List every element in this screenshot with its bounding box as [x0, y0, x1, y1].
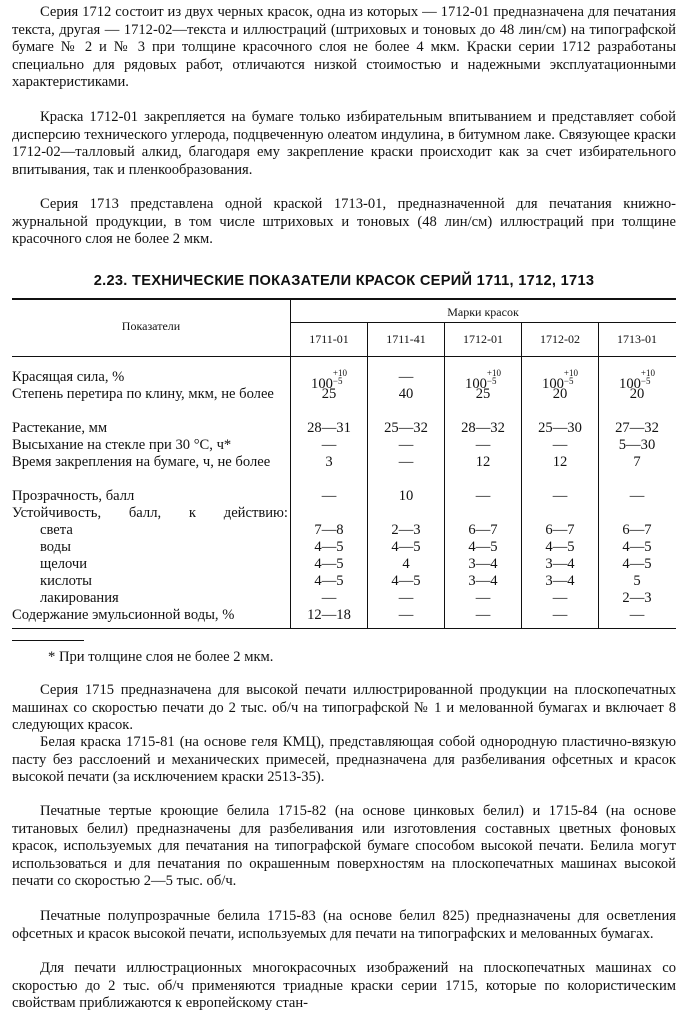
row-label: Степень перетира по клину, мкм, не более — [12, 386, 274, 402]
table-cell: 28—31 — [307, 420, 351, 436]
table-cell: 3—4 — [545, 556, 575, 572]
table-cell: — — [552, 437, 568, 453]
table-cell: 5—30 — [618, 437, 656, 453]
table-footnote: * При толщине слоя не более 2 мкм. — [48, 649, 274, 665]
table-cell: — — [321, 437, 337, 453]
row-label: Содержание эмульсионной воды, % — [12, 607, 235, 623]
table-cell: 12—18 — [307, 607, 351, 623]
table-cell: — — [552, 590, 568, 606]
paragraph-triad-inks: Для печати иллюстрационных многокрасочных изображений на плоскопечатных машинах со скоростью до 2 тыс. об/ч применяются триадные краски серии 1715, которые по колористическим свойствам приближаются к европейскому стан- — [12, 960, 676, 1011]
table-cell: 10 — [398, 488, 414, 504]
table-cell: 100+10 −5 — [542, 368, 578, 392]
table-cell: — — [398, 437, 414, 453]
table-cell: 2—3 — [391, 522, 421, 538]
column-code: 1712-02 — [540, 332, 580, 346]
table-cell: 25—30 — [538, 420, 582, 436]
table-cell: 20 — [629, 386, 645, 402]
table-cell: — — [475, 607, 491, 623]
table-cell: 3—4 — [468, 573, 498, 589]
row-label: Высыхание на стекле при 30 °С, ч* — [12, 437, 232, 453]
paragraph-white-ink-1715-81: Белая краска 1715-81 (на основе геля КМЦ), представляющая собой однородную пластично-вязкую пасту без расслоений и механических примесей, предназначена для разбеливания офсетных и красок высокой печати (за исключением краски 2513-35). — [12, 734, 676, 785]
table-cell: 100+10 −5 — [465, 368, 501, 392]
table-cell: 7 — [633, 454, 641, 470]
table-cell: 4—5 — [391, 539, 421, 555]
table-group-rule — [290, 322, 676, 323]
table-cell: — — [398, 607, 414, 623]
table-cell: 4—5 — [314, 573, 344, 589]
table-header-indicators: Показатели — [121, 319, 181, 333]
table-cell: 4—5 — [622, 556, 652, 572]
table-cell: 12 — [552, 454, 568, 470]
row-label: кислоты — [40, 573, 92, 589]
table-cell: 25 — [475, 386, 491, 402]
table-cell: 3—4 — [468, 556, 498, 572]
table-cell: 100+10 −5 — [311, 368, 347, 392]
table-cell: 4—5 — [314, 539, 344, 555]
table-cell: — — [552, 488, 568, 504]
table-cell: — — [321, 488, 337, 504]
table-cell: 7—8 — [314, 522, 344, 538]
table-cell: 28—32 — [461, 420, 505, 436]
row-label: Устойчивость, балл, к действию: — [12, 505, 288, 521]
table-bottom-rule — [12, 628, 676, 629]
table-cell: 12 — [475, 454, 491, 470]
paragraph-series-1715: Серия 1715 предназначена для высокой печати иллюстрированной продукции на плоскопечатных машинах со скоростью печати до 2 тыс. об/ч на типографской № 1 и мелованной бумагах и включает 8 следующих красок. — [12, 682, 676, 733]
table-cell: 4 — [402, 556, 410, 572]
table-cell: 6—7 — [622, 522, 652, 538]
table-cell: — — [475, 488, 491, 504]
table-top-rule — [12, 298, 676, 300]
table-cell: 40 — [398, 386, 414, 402]
table-cell: 3—4 — [545, 573, 575, 589]
table-cell: 20 — [552, 386, 568, 402]
table-cell: — — [629, 488, 645, 504]
column-code: 1711-41 — [386, 332, 426, 346]
row-label: Растекание, мм — [12, 420, 108, 436]
table-cell: — — [398, 454, 414, 470]
table-cell: 100+10 −5 — [619, 368, 655, 392]
table-cell: — — [629, 607, 645, 623]
table-header-rule — [12, 356, 676, 357]
column-code: 1711-01 — [309, 332, 349, 346]
column-code: 1712-01 — [463, 332, 503, 346]
footnote-separator — [12, 640, 84, 641]
table-cell: 4—5 — [468, 539, 498, 555]
row-label: лакирования — [40, 590, 119, 606]
row-label: Красящая сила, % — [12, 369, 125, 385]
column-code: 1713-01 — [617, 332, 657, 346]
table-cell: — — [398, 590, 414, 606]
row-label: света — [40, 522, 73, 538]
paragraph-whites-1715-82-84: Печатные тертые кроющие белила 1715-82 (на основе цинковых белил) и 1715-84 (на основе титановых белил) предназначены для разбеливания или изготовления составных цветных фоновых красок, используемых для печатания на типографской бумаге способом высокой печати. Белила могут использоваться и для печатания по окрашенным поверхностям на плоскопечатных машинах высокой печати со скоростью 2—5 тыс. об/ч. — [12, 803, 676, 889]
table-header-ink-brands: Марки красок — [447, 305, 519, 319]
table-cell: 6—7 — [468, 522, 498, 538]
paragraph-series-1713: Серия 1713 представлена одной краской 1713-01, предназначенной для печатания книжно-журнальной продукции, в том числе штриховых и тоновых (48 лин/см) иллюстраций при толщине красочного слоя не более 2 мкм. — [12, 196, 676, 247]
paragraph-series-1712: Серия 1712 состоит из двух черных красок, одна из которых — 1712-01 предназначена для печатания текста, другая — 1712-02—текста и иллюстраций (штриховых и тоновых до 48 лин/см) на типографской бумаге № 2 и № 3 при толщине красочного слоя не более 4 мкм. Краски серии 1712 разработаны специально для рядовых работ, отличаются низкой стоимостью и надежными эксплуатационными характеристиками. — [12, 4, 676, 90]
table-cell: 4—5 — [622, 539, 652, 555]
table-cell: — — [552, 607, 568, 623]
table-cell: — — [475, 437, 491, 453]
table-cell: 5 — [633, 573, 641, 589]
paragraph-ink-1712-01: Краска 1712-01 закрепляется на бумаге только избирательным впитыванием и представляет собой дисперсию технического углерода, подцвеченную олеатом индулина, в битумном лаке. Связующее краски 1712-02—талловый алкид, благодаря ему закрепление краски происходит как за счет избирательного впитывания, так и пленкообразования. — [12, 109, 676, 178]
table-cell: 25 — [321, 386, 337, 402]
section-title: 2.23. ТЕХНИЧЕСКИЕ ПОКАЗАТЕЛИ КРАСОК СЕРИЙ 1711, 1712, 1713 — [93, 273, 595, 289]
paragraph-whites-1715-83: Печатные полупрозрачные белила 1715-83 (на основе белил 825) предназначены для осветления офсетных и красок высокой печати, используемых для печати на типографских и мелованных бумагах. — [12, 908, 676, 942]
table-cell: 6—7 — [545, 522, 575, 538]
row-label: щелочи — [40, 556, 88, 572]
table-cell: 4—5 — [391, 573, 421, 589]
table-cell: 25—32 — [384, 420, 428, 436]
table-cell: 4—5 — [545, 539, 575, 555]
row-label: Прозрачность, балл — [12, 488, 135, 504]
row-label: Время закрепления на бумаге, ч, не более — [12, 454, 271, 470]
table-cell: 27—32 — [615, 420, 659, 436]
table-cell: — — [475, 590, 491, 606]
table-cell: — — [321, 590, 337, 606]
table-cell: 2—3 — [622, 590, 652, 606]
table-cell: 3 — [325, 454, 333, 470]
table-cell: 4—5 — [314, 556, 344, 572]
row-label: воды — [40, 539, 71, 555]
table-cell: — — [398, 369, 414, 385]
